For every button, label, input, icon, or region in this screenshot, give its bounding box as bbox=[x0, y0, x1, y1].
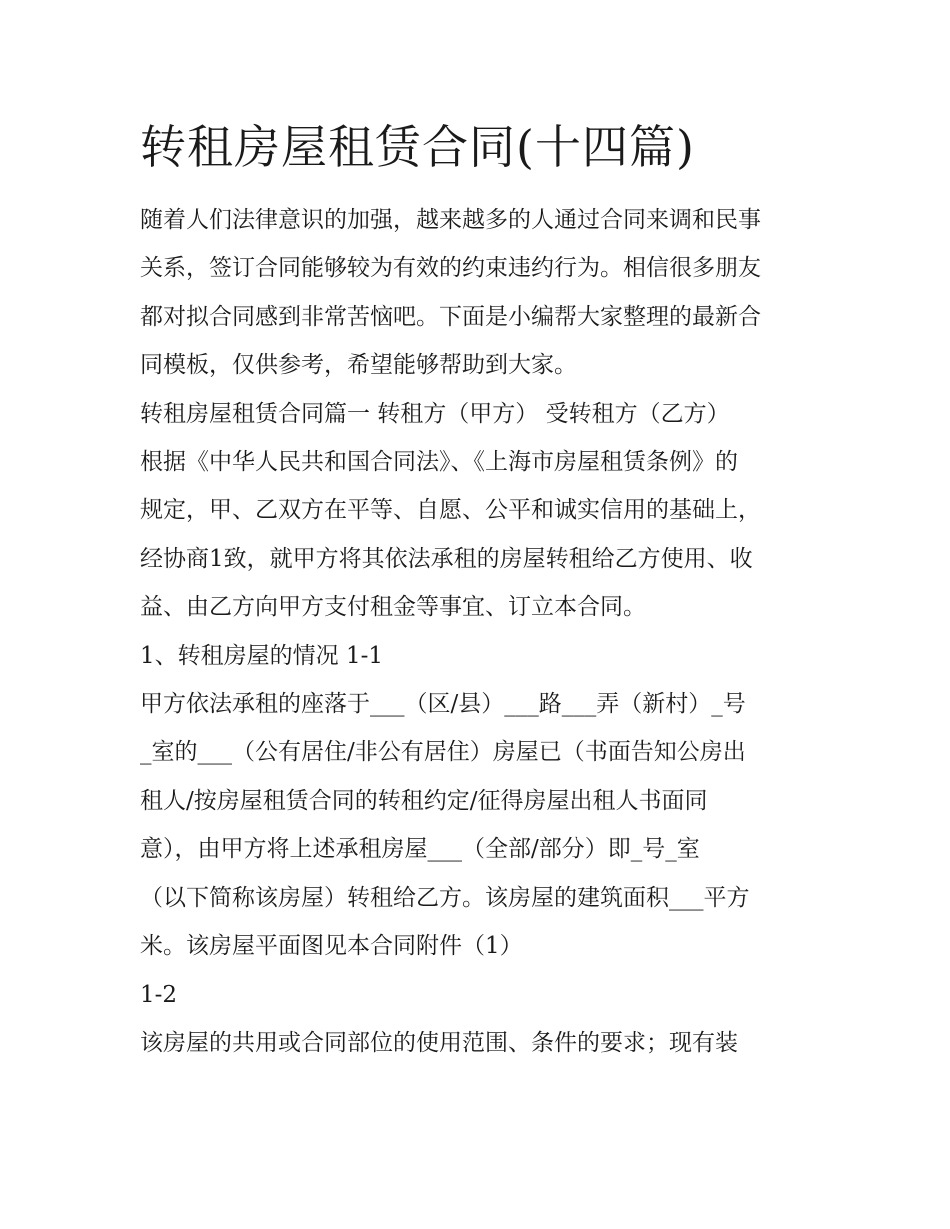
body-line: （以下简称该房屋）转租给乙方。该房屋的建筑面积___平方 bbox=[140, 884, 750, 911]
body-line: 都对拟合同感到非常苦恼吧。下面是小编帮大家整理的最新合 bbox=[140, 303, 761, 330]
body-line: 甲方依法承租的座落于___（区/县）___路___弄（新村）_号 bbox=[140, 691, 746, 718]
document-title: 转租房屋租赁合同(十四篇) bbox=[140, 120, 695, 174]
body-line: 转租房屋租赁合同篇一 转租方（甲方） 受转租方（乙方） bbox=[140, 400, 730, 427]
body-line: 经协商1致，就甲方将其依法承租的房屋转租给乙方使用、收 bbox=[140, 545, 753, 572]
body-line: 规定，甲、乙双方在平等、自愿、公平和诚实信用的基础上， bbox=[140, 497, 761, 524]
body-line: 关系，签订合同能够较为有效的约束违约行为。相信很多朋友 bbox=[140, 255, 761, 282]
body-line: 意），由甲方将上述承租房屋___（全部/部分）即_号_室 bbox=[140, 836, 700, 863]
body-line: 米。该房屋平面图见本合同附件（1） bbox=[140, 933, 523, 960]
section-heading: 1、转租房屋的情况 1-1 bbox=[140, 642, 383, 669]
body-line: 随着人们法律意识的加强，越来越多的人通过合同来调和民事 bbox=[140, 207, 761, 233]
body-line: _室的___（公有居住/非公有居住）房屋已（书面告知公房出 bbox=[140, 739, 746, 766]
body-line: 同模板，仅供参考，希望能够帮助到大家。 bbox=[140, 352, 577, 379]
body-line: 该房屋的共用或合同部位的使用范围、条件的要求；现有装 bbox=[140, 1029, 738, 1056]
body-line: 益、由乙方向甲方支付租金等事宜、订立本合同。 bbox=[140, 594, 646, 621]
body-line: 租人/按房屋租赁合同的转租约定/征得房屋出租人书面同 bbox=[140, 787, 708, 814]
document-body bbox=[140, 196, 820, 1067]
document-page bbox=[140, 112, 820, 1067]
section-heading: 1-2 bbox=[140, 981, 178, 1008]
body-line: 根据《中华人民共和国合同法》、《上海市房屋租赁条例》的 bbox=[140, 449, 738, 476]
